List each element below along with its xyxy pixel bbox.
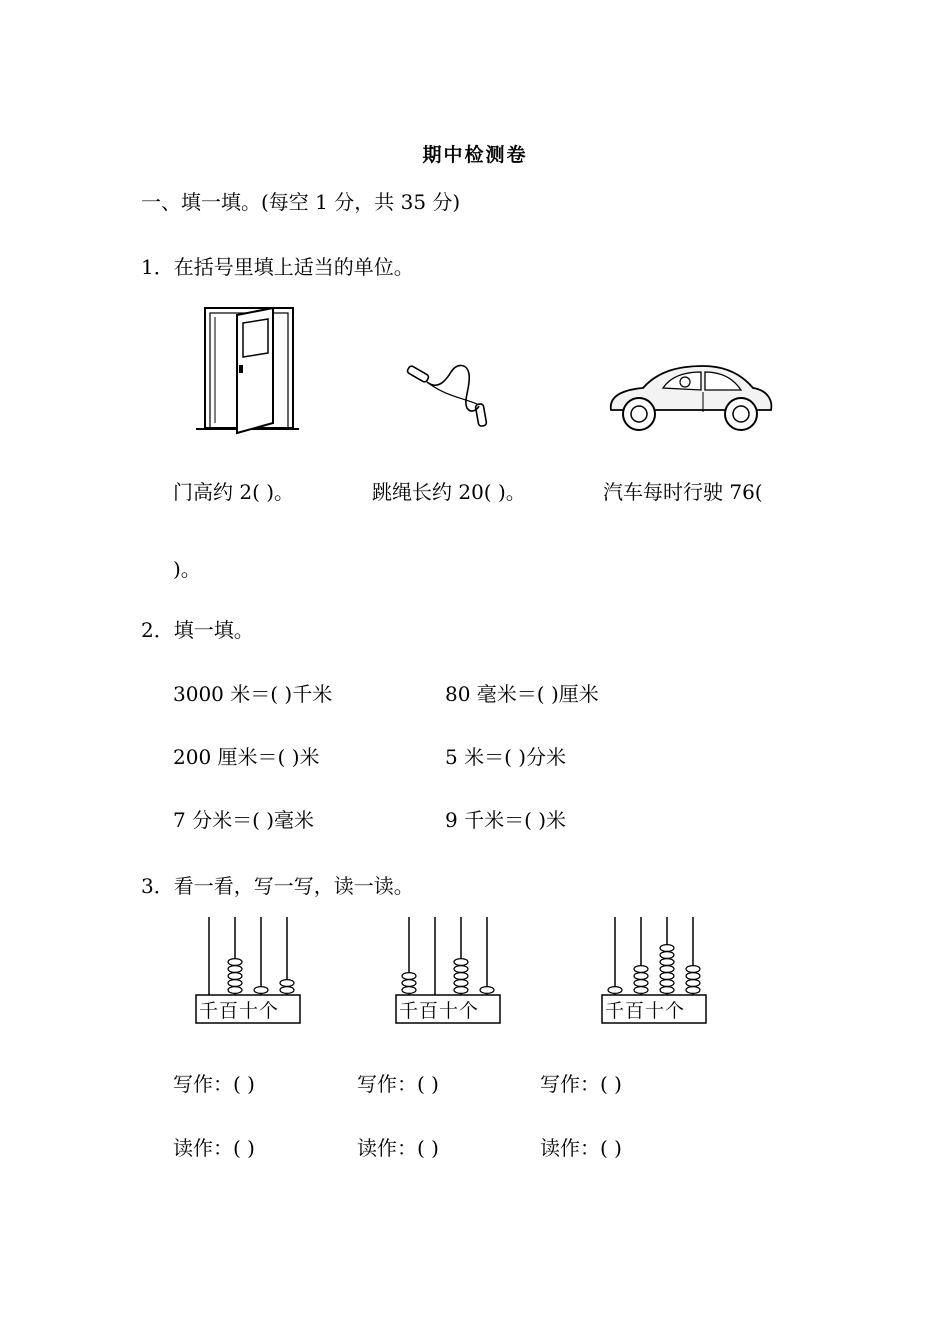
abacus-bead bbox=[660, 952, 674, 959]
q2-blank: 80 毫米＝( )厘米 bbox=[445, 682, 599, 706]
write-blank-2: 写作：( ) bbox=[357, 1072, 439, 1096]
abacus-bead bbox=[686, 973, 700, 980]
q2-blank: 3000 米＝( )千米 bbox=[173, 682, 333, 706]
q1-item-rope: 跳绳长约 20( )。 bbox=[372, 480, 526, 504]
write-blank-1: 写作：( ) bbox=[173, 1072, 255, 1096]
abacus-bead bbox=[634, 987, 648, 994]
abacus-bead bbox=[608, 987, 622, 994]
section-heading: 一、填一填。(每空 1 分，共 35 分) bbox=[141, 190, 461, 214]
abacus-bead bbox=[686, 980, 700, 987]
abacus-bead bbox=[660, 987, 674, 994]
q2-blank: 200 厘米＝( )米 bbox=[173, 745, 320, 769]
q2-blank: 7 分米＝( )毫米 bbox=[173, 808, 315, 832]
read-blank-3: 读作：( ) bbox=[540, 1136, 622, 1160]
q1-item-door: 门高约 2( )。 bbox=[173, 480, 295, 504]
abacus-bead bbox=[454, 966, 468, 973]
question-1-prompt: 1．在括号里填上适当的单位。 bbox=[141, 255, 414, 279]
abacus-bead bbox=[454, 980, 468, 987]
abacus-bead bbox=[634, 980, 648, 987]
abacus-bead bbox=[480, 987, 494, 994]
abacus-label: 千百十个 bbox=[199, 1000, 280, 1022]
abacus-label: 千百十个 bbox=[399, 1000, 480, 1022]
write-blank-3: 写作：( ) bbox=[540, 1072, 622, 1096]
read-blank-2: 读作：( ) bbox=[357, 1136, 439, 1160]
abacus-bead bbox=[660, 959, 674, 966]
car-icon bbox=[605, 360, 775, 435]
abacus-bead bbox=[686, 966, 700, 973]
abacus-bead bbox=[660, 945, 674, 952]
q1-item-car-continuation: )。 bbox=[173, 557, 201, 581]
abacus-bead bbox=[634, 973, 648, 980]
abacus-bead bbox=[228, 973, 242, 980]
abacus-bead bbox=[228, 987, 242, 994]
door-icon bbox=[195, 305, 300, 433]
question-3-prompt: 3．看一看，写一写，读一读。 bbox=[141, 874, 414, 898]
abacus-label: 千百十个 bbox=[605, 1000, 686, 1022]
abacus-bead bbox=[634, 966, 648, 973]
abacus-bead bbox=[454, 959, 468, 966]
abacus-bead bbox=[402, 987, 416, 994]
jump-rope-icon bbox=[405, 360, 500, 430]
abacus-bead bbox=[660, 973, 674, 980]
abacus-bead bbox=[454, 987, 468, 994]
abacus-bead bbox=[228, 959, 242, 966]
q2-blank: 5 米＝( )分米 bbox=[445, 745, 567, 769]
abacus-bead bbox=[254, 987, 268, 994]
abacus-bead bbox=[402, 973, 416, 980]
abacus-bead bbox=[660, 966, 674, 973]
abacus-bead bbox=[402, 980, 416, 987]
page-title: 期中检测卷 bbox=[422, 144, 528, 166]
read-blank-1: 读作：( ) bbox=[173, 1136, 255, 1160]
abacus-bead bbox=[660, 980, 674, 987]
question-2-prompt: 2．填一填。 bbox=[141, 618, 254, 642]
q1-item-car: 汽车每时行驶 76( bbox=[603, 480, 763, 504]
abacus-bead bbox=[228, 966, 242, 973]
abacus-bead bbox=[280, 980, 294, 987]
abacus-bead bbox=[686, 987, 700, 994]
q2-blank: 9 千米＝( )米 bbox=[445, 808, 567, 832]
abacus-bead bbox=[454, 973, 468, 980]
abacus-bead bbox=[280, 987, 294, 994]
abacus-bead bbox=[228, 980, 242, 987]
